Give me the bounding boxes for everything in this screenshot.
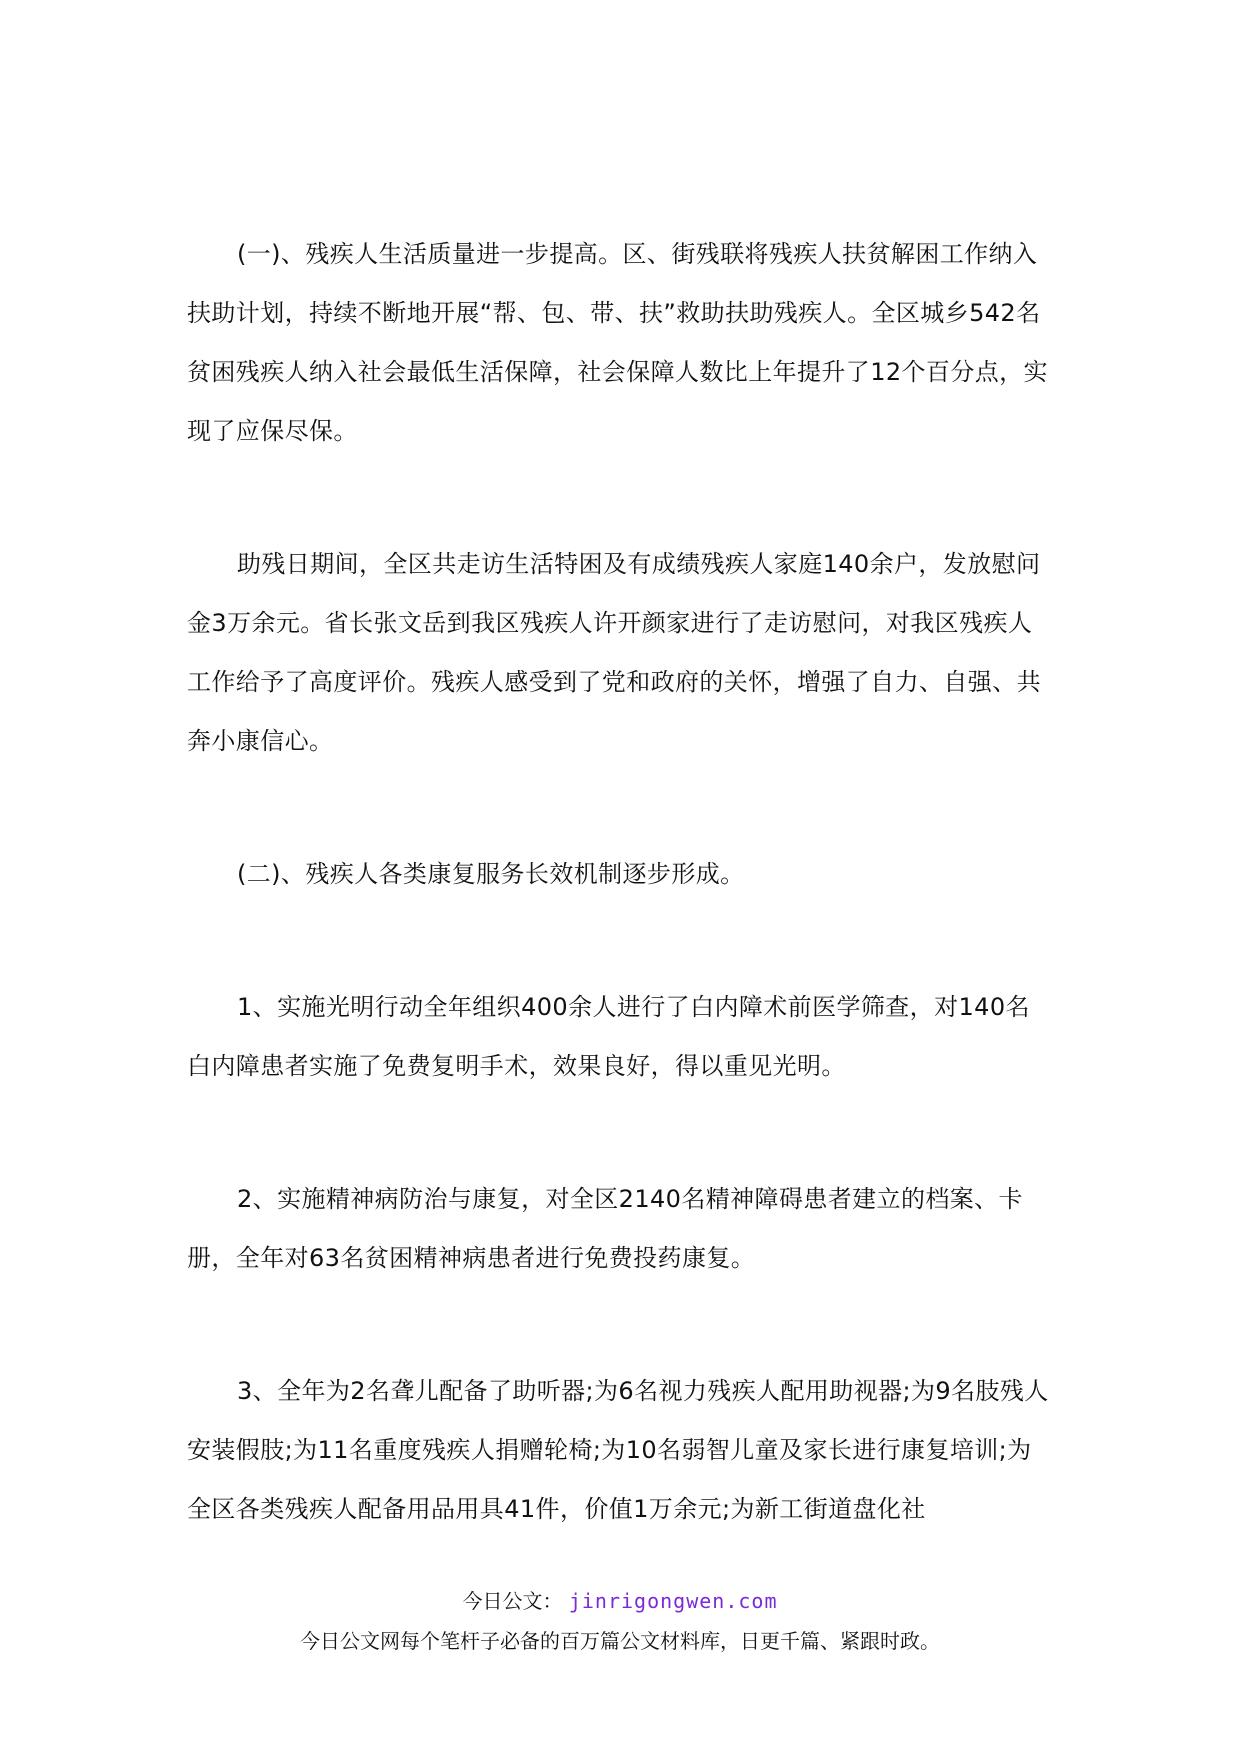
document-body (187, 225, 1054, 1539)
footer-site-label: 今日公文： (462, 1589, 563, 1613)
paragraph-disability-day: 助残日期间，全区共走访生活特困及有成绩残疾人家庭140余户，发放慰问金3万余元。省长张文岳到我区残疾人许开颜家进行了走访慰问，对我区残疾人工作给予了高度评价。残疾人感受到了党和政府的关怀，增强了自力、自强、共奔小康信心。 (187, 550, 1041, 755)
paragraph-item-three: 3、全年为2名聋儿配备了助听器;为6名视力残疾人配用助视器;为9名肢残人安装假肢;为11名重度残疾人捐赠轮椅;为10名弱智儿童及家长进行康复培训;为全区各类残疾人配备用品用具41件，价值1万余元;为新工街道盘化社 (187, 1377, 1049, 1523)
paragraph-item-two: 2、实施精神病防治与康复，对全区2140名精神障碍患者建立的档案、卡册，全年对63名贫困精神病患者进行免费投药康复。 (187, 1185, 1023, 1272)
paragraph-section-one: (一)、残疾人生活质量进一步提高。区、街残联将残疾人扶贫解困工作纳入扶助计划，持续不断地开展“帮、包、带、扶”救助扶助残疾人。全区城乡542名贫困残疾人纳入社会最低生活保障，社会保障人数比上年提升了12个百分点，实现了应保尽保。 (187, 240, 1048, 445)
footer-site-line (0, 1587, 1240, 1615)
footer-site-link[interactable]: jinrigongwen.com (568, 1589, 778, 1613)
paragraph-section-two-heading: (二)、残疾人各类康复服务长效机制逐步形成。 (237, 860, 745, 888)
paragraph-item-one: 1、实施光明行动全年组织400余人进行了白内障术前医学筛查，对140名白内障患者实施了免费复明手术，效果良好，得以重见光明。 (187, 993, 1030, 1080)
footer-tagline: 今日公文网每个笔杆子必备的百万篇公文材料库，日更千篇、紧跟时政。 (300, 1629, 940, 1653)
